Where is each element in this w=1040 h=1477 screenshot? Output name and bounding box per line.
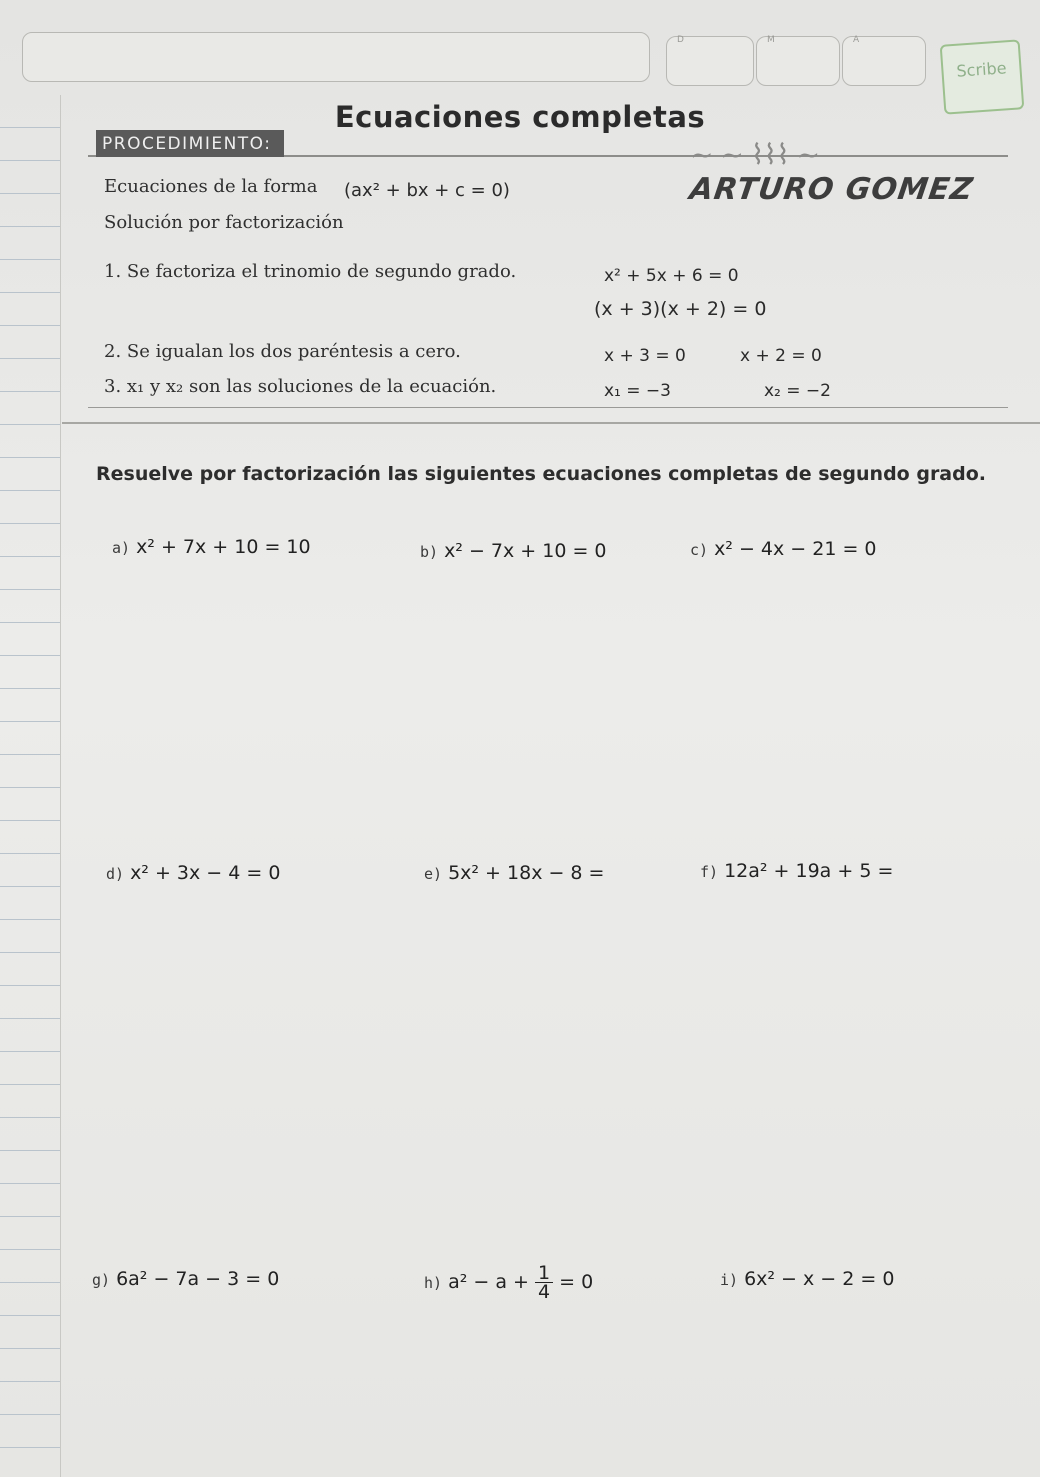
exercise-f: f) 12a² + 19a + 5 = — [700, 860, 894, 882]
divider-line — [62, 422, 1040, 424]
notebook-grid-edge — [0, 95, 61, 1477]
procedure-subtitle: Solución por factorización — [104, 212, 344, 233]
step-3-text: 3. x₁ y x₂ son las soluciones de la ecuación. — [104, 376, 497, 397]
exercise-i: i) 6x² − x − 2 = 0 — [720, 1268, 895, 1290]
date-day-box: D — [666, 36, 754, 86]
fraction: $\frac{1}{4}$ — [535, 1264, 553, 1301]
exercise-c: c) x² − 4x − 21 = 0 — [690, 538, 877, 560]
step-3-eq2: x₂ = −2 — [764, 381, 831, 401]
date-year-box: A — [842, 36, 926, 86]
page-title: Ecuaciones completas — [334, 100, 706, 134]
name-box — [22, 32, 650, 82]
exercise-h: h) a² − a + $\frac{1}{4}$ = 0 — [424, 1262, 594, 1303]
exercise-a: a) x² + 7x + 10 = 10 — [112, 536, 311, 558]
form-text: Ecuaciones de la forma — [104, 176, 318, 197]
procedure-label: PROCEDIMIENTO: — [96, 130, 284, 157]
step-1-text: 1. Se factoriza el trinomio de segundo grado. — [104, 261, 517, 282]
step-1-eq2: (x + 3)(x + 2) = 0 — [594, 298, 767, 320]
exercise-b: b) x² − 7x + 10 = 0 — [420, 540, 607, 562]
date-month-box: M — [756, 36, 840, 86]
exercise-e: e) 5x² + 18x − 8 = — [424, 862, 605, 884]
step-1-eq1: x² + 5x + 6 = 0 — [604, 266, 739, 286]
exercise-d: d) x² + 3x − 4 = 0 — [106, 862, 281, 884]
scribble-mark: ~ ~ ⌇⌇⌇ ~ — [690, 138, 820, 171]
author-signature: ARTURO GOMEZ — [687, 172, 976, 207]
step-3-eq1: x₁ = −3 — [604, 381, 671, 401]
brand-logo: Scribe — [940, 39, 1025, 114]
step-2-eq2: x + 2 = 0 — [740, 346, 822, 366]
instruction-text: Resuelve por factorización las siguientes ecuaciones completas de segundo grado. — [96, 463, 987, 485]
exercise-g: g) 6a² − 7a − 3 = 0 — [92, 1268, 280, 1290]
step-2-text: 2. Se igualan los dos paréntesis a cero. — [104, 341, 461, 362]
step-2-eq1: x + 3 = 0 — [604, 346, 686, 366]
form-equation: (ax² + bx + c = 0) — [344, 180, 510, 201]
